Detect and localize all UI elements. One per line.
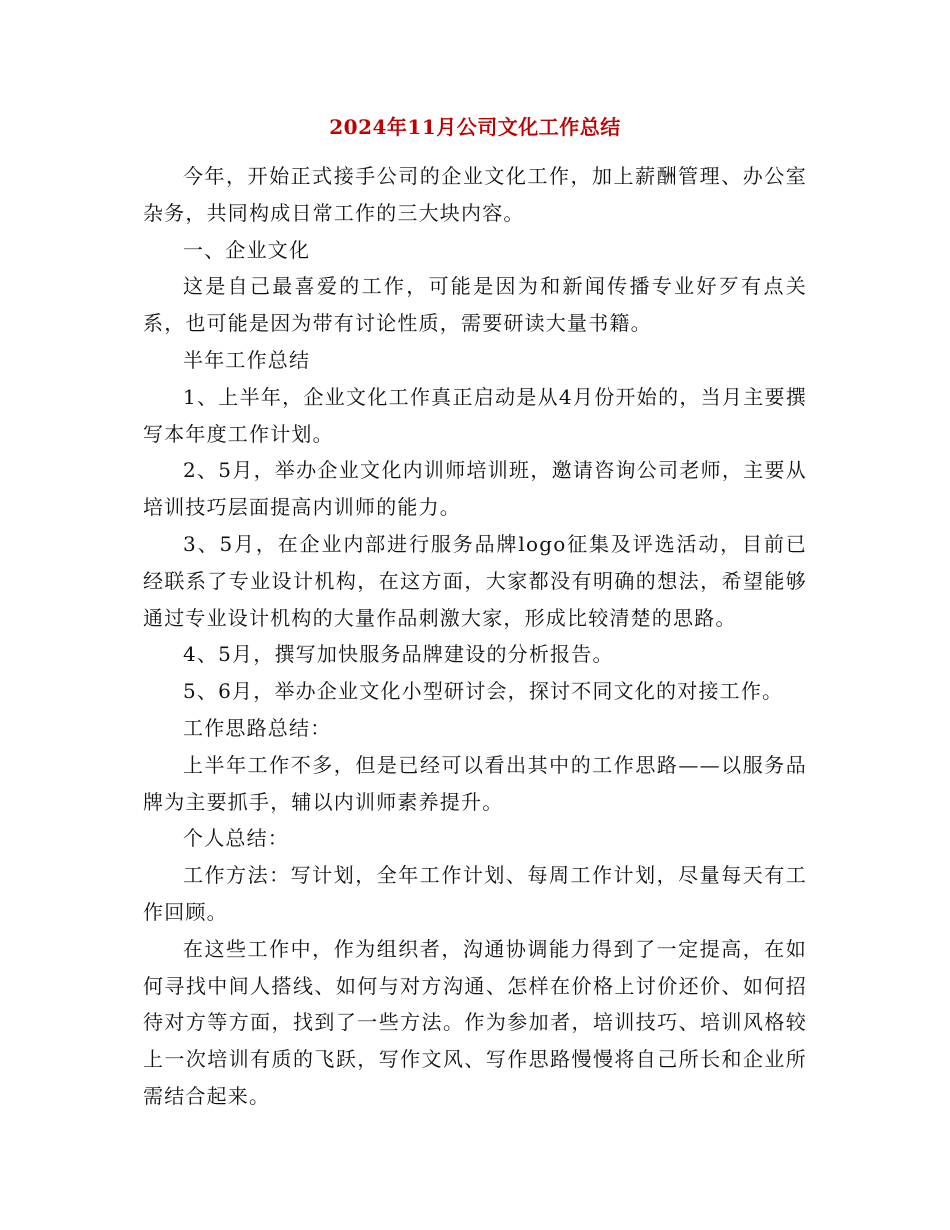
paragraph-culture-description: 这是自己最喜爱的工作，可能是因为和新闻传播专业好歹有点关系，也可能是因为带有讨论性质，需要研读大量书籍。 xyxy=(143,274,807,336)
paragraph-intro: 今年，开始正式接手公司的企业文化工作，加上薪酬管理、办公室杂务，共同构成日常工作的三大块内容。 xyxy=(143,164,807,225)
document-body xyxy=(143,158,807,1115)
section-heading-corporate-culture: 一、企业文化 xyxy=(183,237,311,262)
paragraph-work-approach: 上半年工作不多，但是已经可以看出其中的工作思路——以服务品牌为主要抓手，辅以内训师素养提升。 xyxy=(143,752,807,814)
list-item-1: 1、上半年，企业文化工作真正启动是从4月份开始的，当月主要撰写本年度工作计划。 xyxy=(143,384,807,446)
paragraph-work-method: 工作方法：写计划，全年工作计划、每周工作计划，尽量每天有工作回顾。 xyxy=(143,863,807,924)
subheading-work-approach: 工作思路总结： xyxy=(183,715,332,740)
subheading-personal-summary: 个人总结： xyxy=(183,826,289,851)
list-item-4: 4、5月，撰写加快服务品牌建设的分析报告。 xyxy=(183,642,614,667)
document-title: 2024年11月公司文化工作总结 xyxy=(329,115,621,139)
list-item-2: 2、5月，举办企业文化内训师培训班，邀请咨询公司老师，主要从培训技巧层面提高内训师的能力。 xyxy=(143,458,807,520)
subheading-half-year-summary: 半年工作总结 xyxy=(183,347,311,372)
list-item-3: 3、5月，在企业内部进行服务品牌logo征集及评选活动，目前已经联系了专业设计机构，在这方面，大家都没有明确的想法，希望能够通过专业设计机构的大量作品刺激大家，形成比较清楚的思路。 xyxy=(143,531,807,630)
list-item-5: 5、6月，举办企业文化小型研讨会，探讨不同文化的对接工作。 xyxy=(183,679,784,704)
paragraph-personal-growth: 在这些工作中，作为组织者，沟通协调能力得到了一定提高，在如何寻找中间人搭线、如何与对方沟通、怎样在价格上讨价还价、如何招待对方等方面，找到了一些方法。作为参加者，培训技巧、培训风格较上一次培训有质的飞跃，写作文风、写作思路慢慢将自己所长和企业所需结合起来。 xyxy=(143,936,807,1108)
